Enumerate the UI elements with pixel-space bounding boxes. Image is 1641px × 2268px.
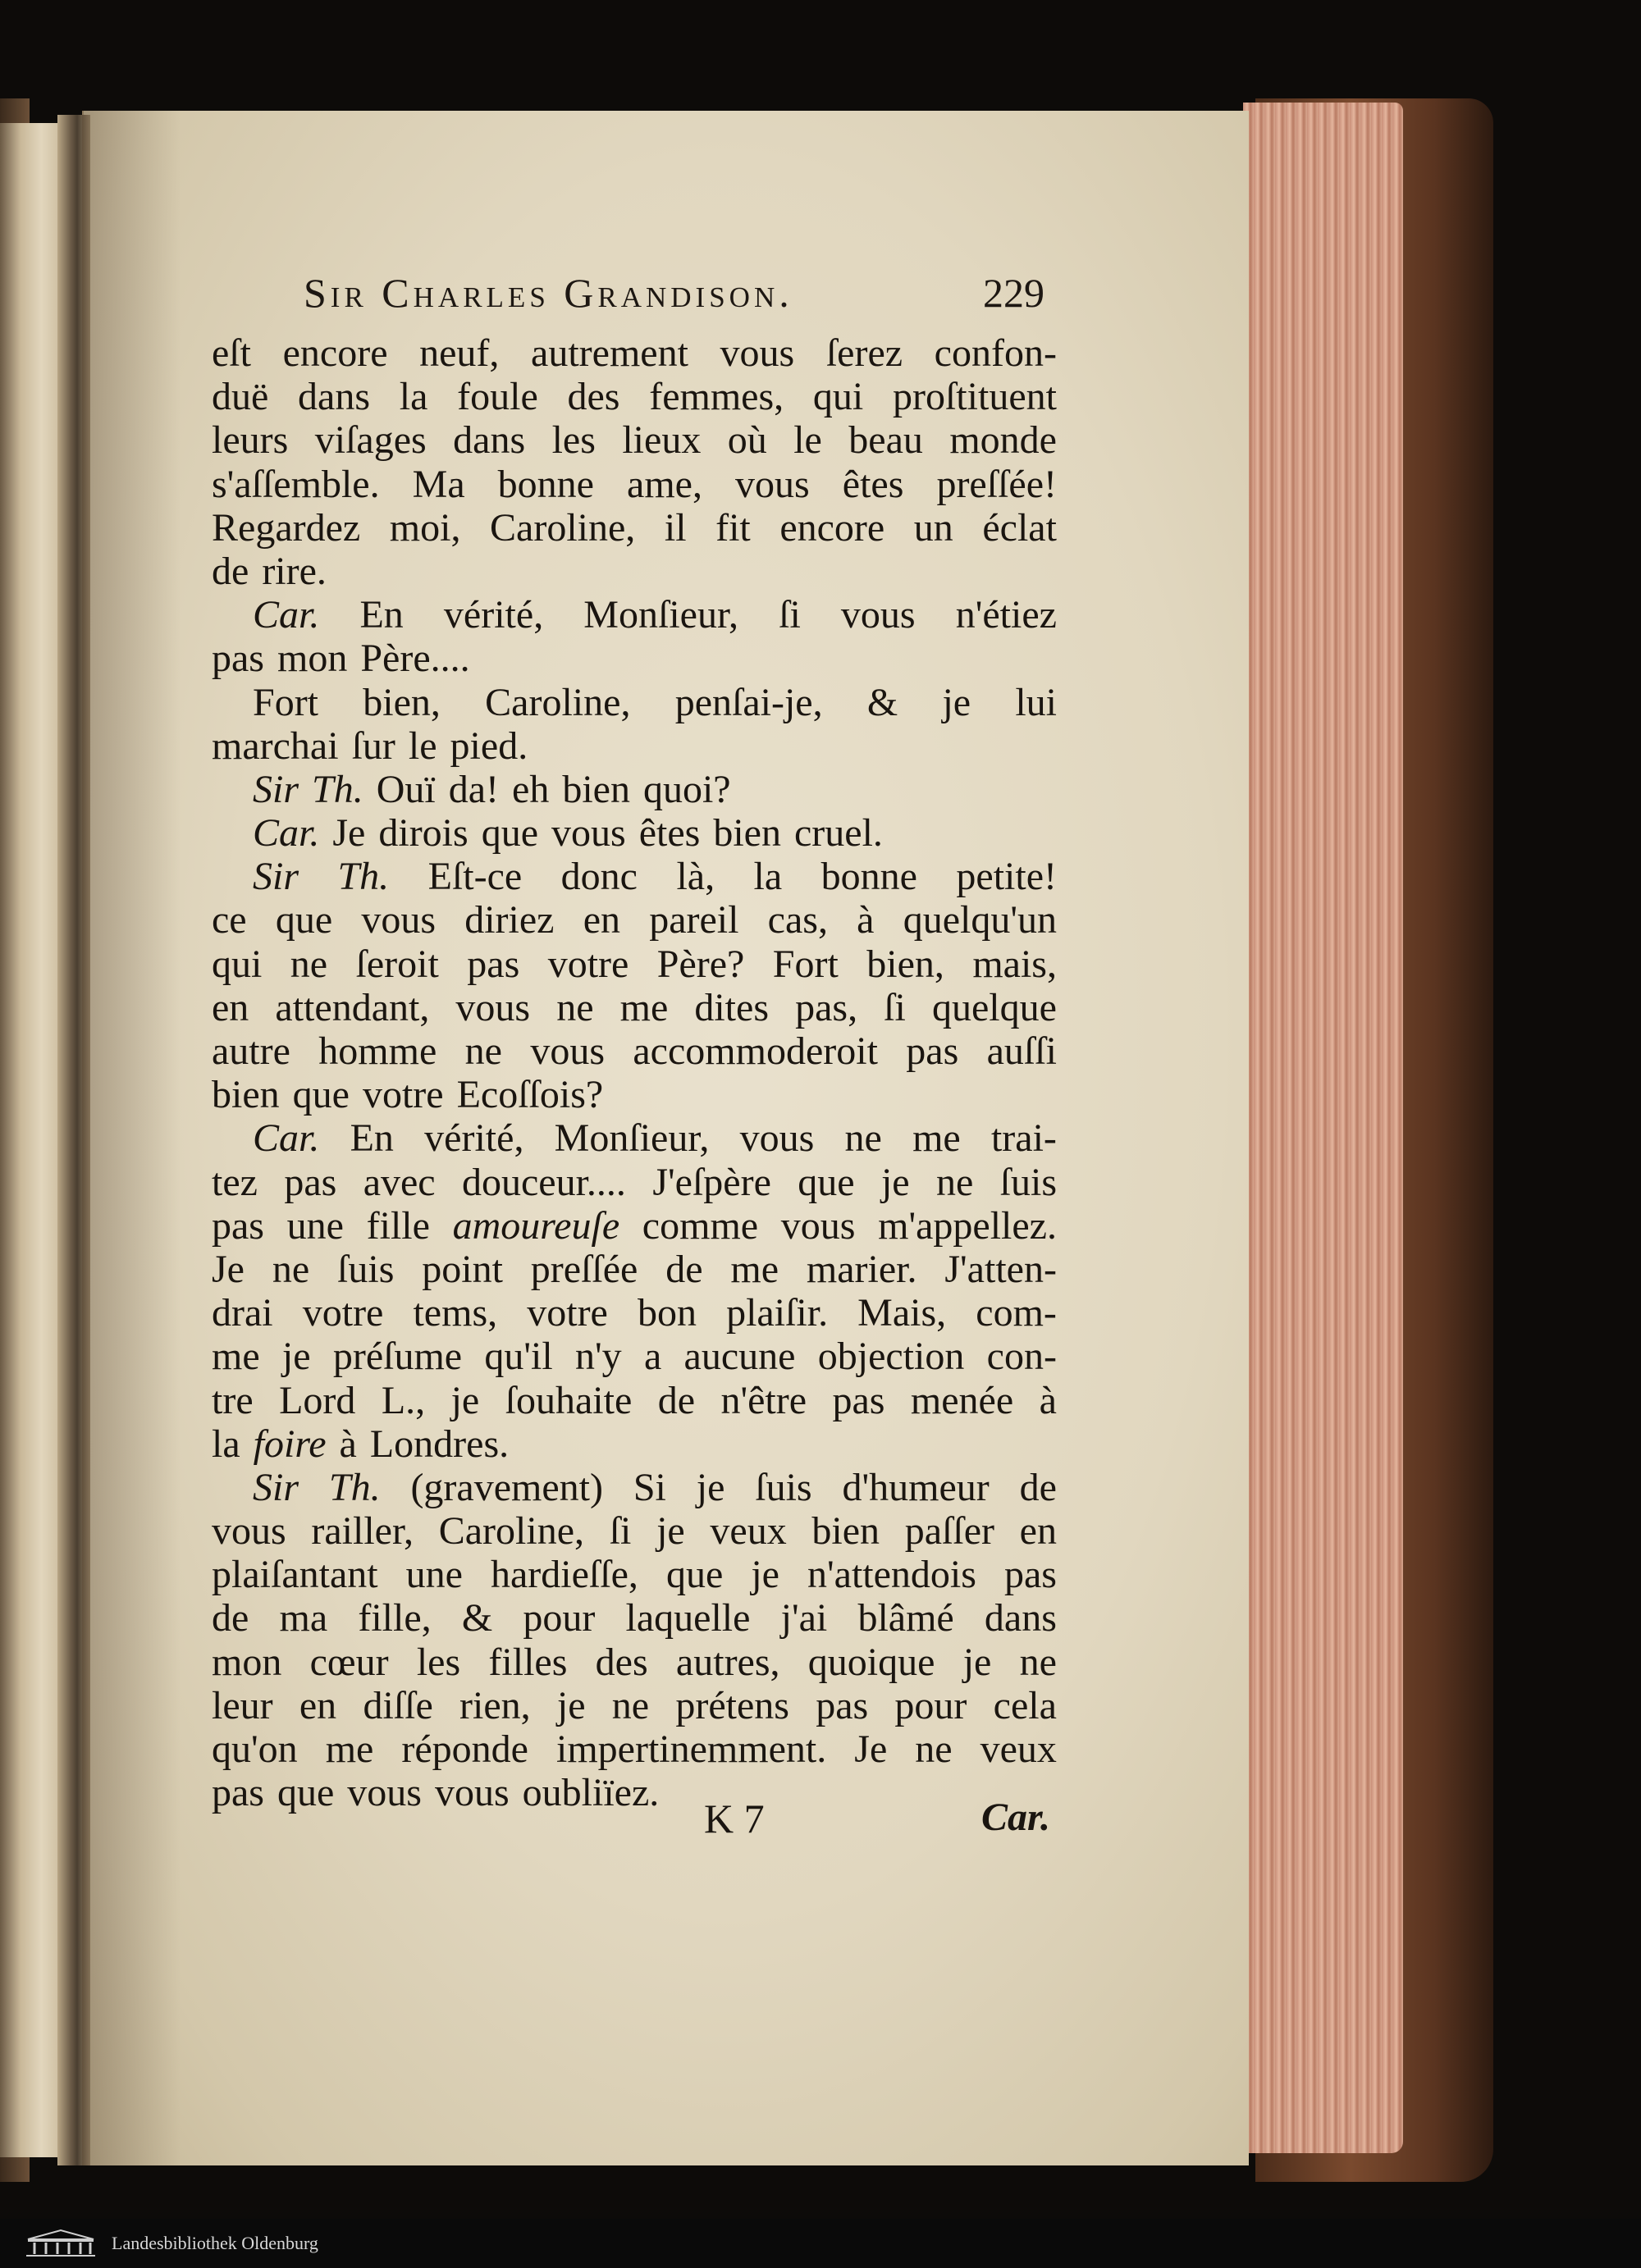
- word: Th.: [328, 1465, 381, 1509]
- word: accommoderoit: [633, 1029, 878, 1073]
- page-shadow: [82, 111, 181, 2165]
- word: (gravement): [410, 1465, 603, 1509]
- text-line: [212, 724, 1057, 768]
- word: je: [450, 1378, 480, 1422]
- word: menée: [910, 1378, 1014, 1422]
- word: rire.: [262, 549, 327, 593]
- text-line: [212, 463, 1057, 506]
- word: donc: [560, 855, 638, 899]
- word: Je: [332, 811, 366, 856]
- word: Mais,: [857, 1291, 947, 1335]
- word: je: [962, 1640, 992, 1684]
- word: la: [753, 855, 783, 899]
- text-line: [212, 768, 1057, 811]
- word: filles: [488, 1640, 568, 1684]
- word: bien: [562, 767, 630, 811]
- word: une: [405, 1553, 463, 1597]
- word: vous: [361, 898, 437, 942]
- word: me: [619, 985, 669, 1029]
- text-line: [212, 1422, 1057, 1466]
- word: da!: [448, 767, 500, 811]
- word: bonne: [820, 855, 917, 899]
- word: dans: [298, 375, 371, 419]
- word: la: [399, 375, 428, 419]
- word: vérité,: [424, 1116, 524, 1161]
- text-line: [212, 593, 1057, 637]
- word: hardieſſe,: [491, 1553, 638, 1597]
- word: Car.: [253, 811, 320, 856]
- word: preſſée: [530, 1247, 638, 1291]
- word: encore: [282, 331, 388, 375]
- word: les: [416, 1640, 461, 1684]
- word: plaiſantant: [212, 1553, 378, 1597]
- word: en: [299, 1683, 337, 1727]
- word: le: [793, 418, 822, 463]
- word: ſi: [779, 593, 801, 637]
- word: des: [567, 375, 620, 419]
- word: de: [657, 1378, 696, 1422]
- word: Monſieur,: [554, 1116, 710, 1161]
- word: foire: [253, 1421, 327, 1466]
- text-line: [212, 1727, 1057, 1771]
- text-line: [212, 1771, 1057, 1814]
- word: marchai: [212, 723, 339, 768]
- word: leurs: [212, 418, 289, 463]
- word: beau: [848, 418, 923, 463]
- word: quoique: [807, 1640, 935, 1684]
- text-line: [212, 1029, 1057, 1073]
- word: con-: [986, 1335, 1057, 1379]
- word: je: [556, 1683, 586, 1727]
- word: marier.: [806, 1247, 917, 1291]
- word: pas: [906, 1029, 959, 1073]
- word: vous: [735, 462, 810, 506]
- word: pas: [816, 1683, 869, 1727]
- word: pas: [212, 1203, 264, 1248]
- word: ne: [1019, 1640, 1057, 1684]
- text-line: [212, 855, 1057, 898]
- word: je: [751, 1553, 779, 1597]
- text-line: [212, 1596, 1057, 1640]
- word: n'y: [575, 1335, 622, 1379]
- word: autres,: [675, 1640, 780, 1684]
- word: mais,: [972, 942, 1057, 986]
- word: de: [665, 1247, 703, 1291]
- word: un: [913, 505, 953, 550]
- word: neuf,: [419, 331, 500, 375]
- word: En: [350, 1116, 394, 1161]
- word: pied.: [450, 723, 528, 768]
- text-line: [212, 1684, 1057, 1727]
- catchword: Car.: [981, 1796, 1051, 1839]
- word: Fort: [253, 680, 319, 724]
- word: préſume: [332, 1335, 463, 1379]
- word: diſſe: [363, 1683, 433, 1727]
- word: pour: [523, 1596, 596, 1641]
- word: Sir: [253, 1465, 299, 1509]
- word: moi,: [389, 505, 461, 550]
- library-name: Landesbibliothek Oldenburg: [112, 2233, 318, 2253]
- word: que: [665, 1553, 724, 1597]
- word: leur: [212, 1683, 273, 1727]
- word: preſſée!: [936, 462, 1057, 506]
- text-line: [212, 1204, 1057, 1248]
- word: prétens: [675, 1683, 789, 1727]
- word: com-: [976, 1291, 1057, 1335]
- word: m'appellez.: [878, 1203, 1057, 1248]
- word: duë: [212, 375, 269, 419]
- word: point: [422, 1247, 503, 1291]
- word: douceur....: [461, 1160, 626, 1204]
- word: autrement: [531, 331, 688, 375]
- word: avec: [363, 1160, 436, 1204]
- word: me: [912, 1116, 961, 1161]
- word: pas: [832, 1378, 885, 1422]
- word: femmes,: [649, 375, 784, 419]
- word: vous: [780, 1203, 856, 1248]
- word: une: [286, 1203, 344, 1248]
- body-text: [212, 331, 1057, 1814]
- word: eh: [512, 767, 550, 811]
- word: vous: [840, 593, 916, 637]
- word: vous: [530, 1029, 605, 1073]
- word: En: [359, 593, 404, 637]
- word: n'attendois: [807, 1553, 976, 1597]
- word: oubliïez.: [522, 1771, 660, 1815]
- word: Père....: [360, 637, 470, 681]
- word: homme: [318, 1029, 437, 1073]
- word: ſouhaite: [505, 1378, 633, 1422]
- word: votre: [362, 1073, 444, 1117]
- text-line: [212, 375, 1057, 418]
- text-line: [212, 986, 1057, 1029]
- word: cœur: [309, 1640, 389, 1684]
- word: ſur: [351, 723, 395, 768]
- word: pas: [467, 942, 520, 986]
- word: les: [551, 418, 596, 463]
- word: en: [583, 898, 620, 942]
- word: qui: [212, 942, 263, 986]
- word: de: [1019, 1465, 1057, 1509]
- word: vous: [551, 811, 626, 856]
- word: à: [1039, 1378, 1057, 1422]
- text-line: [212, 418, 1057, 462]
- word: veux: [980, 1727, 1057, 1771]
- word: pas: [212, 1771, 264, 1815]
- word: proſtituent: [892, 375, 1057, 419]
- word: Th.: [312, 767, 363, 811]
- word: que: [292, 1073, 350, 1117]
- word: je: [696, 1465, 725, 1509]
- word: Regardez: [212, 505, 361, 550]
- word: Caroline,: [485, 680, 631, 724]
- word: fille,: [358, 1596, 432, 1641]
- text-line: [212, 1509, 1057, 1553]
- word: réponde: [401, 1727, 528, 1771]
- word: êtes: [842, 462, 904, 506]
- word: que: [275, 898, 333, 942]
- word: ne: [464, 1029, 502, 1073]
- word: objection: [817, 1335, 965, 1379]
- text-line: [212, 898, 1057, 942]
- word: pour: [894, 1683, 967, 1727]
- word: Londres.: [369, 1421, 510, 1466]
- word: Je: [212, 1247, 245, 1291]
- word: qu'on: [212, 1727, 298, 1771]
- word: le: [408, 723, 437, 768]
- word: Ouï: [376, 767, 436, 811]
- text-line: [212, 1335, 1057, 1378]
- word: encore: [779, 505, 885, 550]
- word: a: [643, 1335, 662, 1379]
- word: pas,: [795, 985, 858, 1029]
- word: Caroline,: [438, 1509, 585, 1554]
- word: Père?: [656, 942, 745, 986]
- word: quelqu'un: [903, 898, 1057, 942]
- word: n'être: [720, 1378, 807, 1422]
- word: me: [325, 1727, 374, 1771]
- word: me: [730, 1247, 779, 1291]
- word: trai-: [990, 1116, 1057, 1161]
- word: ma: [279, 1596, 328, 1641]
- word: aucune: [683, 1335, 796, 1379]
- word: éclat: [982, 505, 1057, 550]
- word: en: [1019, 1509, 1057, 1554]
- left-page-edge: [0, 123, 61, 2157]
- word: attendant,: [275, 985, 430, 1029]
- text-line: [212, 811, 1057, 855]
- word: Ecoſſois?: [456, 1073, 604, 1117]
- word: Fort: [772, 942, 839, 986]
- word: de: [212, 549, 249, 593]
- word: vous: [739, 1116, 815, 1161]
- word: où: [727, 418, 767, 463]
- word: bien,: [866, 942, 944, 986]
- word: des: [595, 1640, 648, 1684]
- word: ſuis: [337, 1247, 395, 1291]
- word: que: [798, 1160, 855, 1204]
- word: &: [866, 680, 898, 724]
- word: Monſieur,: [583, 593, 739, 637]
- text-line: [212, 1466, 1057, 1509]
- word: il: [664, 505, 687, 550]
- word: je: [281, 1335, 311, 1379]
- word: J'atten-: [944, 1247, 1057, 1291]
- word: Eſt-ce: [427, 855, 523, 899]
- text-line: [212, 681, 1057, 724]
- word: ſeroit: [355, 942, 439, 986]
- word: que: [277, 1771, 335, 1815]
- word: monde: [949, 418, 1057, 463]
- word: pas: [1004, 1553, 1057, 1597]
- word: drai: [212, 1291, 273, 1335]
- word: vous: [720, 331, 795, 375]
- word: cela: [993, 1683, 1057, 1727]
- word: mon: [277, 637, 348, 681]
- word: Je: [854, 1727, 888, 1771]
- text-line: [212, 1379, 1057, 1422]
- word: dans: [453, 418, 526, 463]
- word: me: [212, 1335, 260, 1379]
- word: petite!: [956, 855, 1057, 899]
- word: en: [212, 985, 249, 1029]
- word: la: [212, 1421, 240, 1466]
- word: votre: [302, 1291, 384, 1335]
- word: autre: [212, 1029, 290, 1073]
- word: ne: [935, 1160, 974, 1204]
- word: ne: [611, 1683, 650, 1727]
- word: comme: [642, 1203, 759, 1248]
- word: ne: [290, 942, 328, 986]
- word: j'ai: [780, 1596, 828, 1641]
- word: dites: [694, 985, 769, 1029]
- word: s'aſſemble.: [212, 462, 380, 506]
- word: vous: [455, 985, 531, 1029]
- word: ne: [556, 985, 594, 1029]
- word: pas: [284, 1160, 337, 1204]
- word: de: [212, 1596, 249, 1641]
- page-number: 229: [983, 270, 1044, 316]
- word: ſuis: [999, 1160, 1057, 1204]
- word: ſi: [884, 985, 906, 1029]
- word: penſai-je,: [674, 680, 823, 724]
- word: confon-: [934, 331, 1057, 375]
- word: Sir: [253, 767, 299, 811]
- text-line: [212, 1248, 1057, 1291]
- word: ce: [212, 898, 247, 942]
- word: veux: [710, 1509, 787, 1554]
- word: dans: [984, 1596, 1057, 1641]
- word: fit: [715, 505, 751, 550]
- text-line: [212, 1161, 1057, 1204]
- word: que: [481, 811, 539, 856]
- word: &: [461, 1596, 493, 1641]
- word: foule: [457, 375, 538, 419]
- word: amoureuſe: [452, 1203, 620, 1248]
- word: rien,: [459, 1683, 531, 1727]
- word: Ma: [412, 462, 465, 506]
- word: n'étiez: [955, 593, 1057, 637]
- word: ſi: [609, 1509, 632, 1554]
- word: êtes: [638, 811, 701, 856]
- word: eſt: [212, 331, 251, 375]
- word: lieux: [622, 418, 702, 463]
- word: à: [339, 1421, 357, 1466]
- word: L.,: [381, 1378, 426, 1422]
- word: vous: [212, 1509, 286, 1554]
- word: quoi?: [642, 767, 731, 811]
- text-line: [212, 1116, 1057, 1160]
- word: lui: [1015, 680, 1057, 724]
- word: blâmé: [857, 1596, 954, 1641]
- library-logo-icon: [21, 2228, 100, 2259]
- word: dirois: [378, 811, 469, 856]
- word: vous: [347, 1771, 422, 1815]
- word: J'eſpère: [652, 1160, 771, 1204]
- word: bien: [212, 1073, 280, 1117]
- word: pas: [212, 637, 264, 681]
- word: ne: [272, 1247, 310, 1291]
- word: tez: [212, 1160, 258, 1204]
- word: viſages: [314, 418, 427, 463]
- text-line: [212, 550, 1057, 593]
- word: votre: [547, 942, 629, 986]
- word: Si: [633, 1465, 666, 1509]
- word: ne: [844, 1116, 882, 1161]
- word: laquelle: [625, 1596, 751, 1641]
- word: quelque: [931, 985, 1057, 1029]
- text-line: [212, 1553, 1057, 1596]
- word: impertinemment.: [555, 1727, 827, 1771]
- word: ne: [915, 1727, 953, 1771]
- page-block-edges: [1243, 103, 1403, 2153]
- word: bien,: [363, 680, 441, 724]
- text-line: [212, 1641, 1057, 1684]
- word: vérité,: [443, 593, 544, 637]
- word: diriez: [464, 898, 555, 942]
- word: bien: [713, 811, 781, 856]
- text-line: [212, 1073, 1057, 1116]
- word: là,: [676, 855, 715, 899]
- word: paſſer: [904, 1509, 994, 1554]
- word: d'humeur: [842, 1465, 990, 1509]
- word: fille: [366, 1203, 430, 1248]
- word: je: [880, 1160, 910, 1204]
- word: railler,: [311, 1509, 414, 1554]
- word: Caroline,: [490, 505, 636, 550]
- word: pareil: [649, 898, 739, 942]
- running-title: Sir Charles Grandison.: [304, 270, 793, 316]
- word: je: [942, 680, 971, 724]
- word: vous: [434, 1771, 510, 1815]
- word: bien: [811, 1509, 880, 1554]
- text-line: [212, 331, 1057, 375]
- text-line: [212, 637, 1057, 680]
- word: bonne: [497, 462, 594, 506]
- word: bon: [637, 1291, 697, 1335]
- word: mon: [212, 1640, 282, 1684]
- word: qui: [812, 375, 864, 419]
- word: auſſi: [986, 1029, 1057, 1073]
- word: tems,: [413, 1291, 498, 1335]
- word: votre: [527, 1291, 608, 1335]
- word: Th.: [337, 855, 390, 899]
- word: cas,: [767, 898, 828, 942]
- word: cruel.: [793, 811, 883, 856]
- word: Sir: [253, 855, 299, 899]
- word: à: [857, 898, 875, 942]
- word: je: [656, 1509, 685, 1554]
- word: ame,: [627, 462, 702, 506]
- word: ſerez: [825, 331, 903, 375]
- word: plaiſir.: [726, 1291, 829, 1335]
- word: qu'il: [484, 1335, 553, 1379]
- word: ſuis: [755, 1465, 812, 1509]
- text-line: [212, 1291, 1057, 1335]
- word: tre: [212, 1378, 254, 1422]
- signature-mark: K 7: [704, 1796, 765, 1841]
- text-line: [212, 506, 1057, 550]
- word: Lord: [279, 1378, 356, 1422]
- text-line: [212, 942, 1057, 986]
- word: Car.: [253, 593, 320, 637]
- word: Car.: [253, 1116, 320, 1161]
